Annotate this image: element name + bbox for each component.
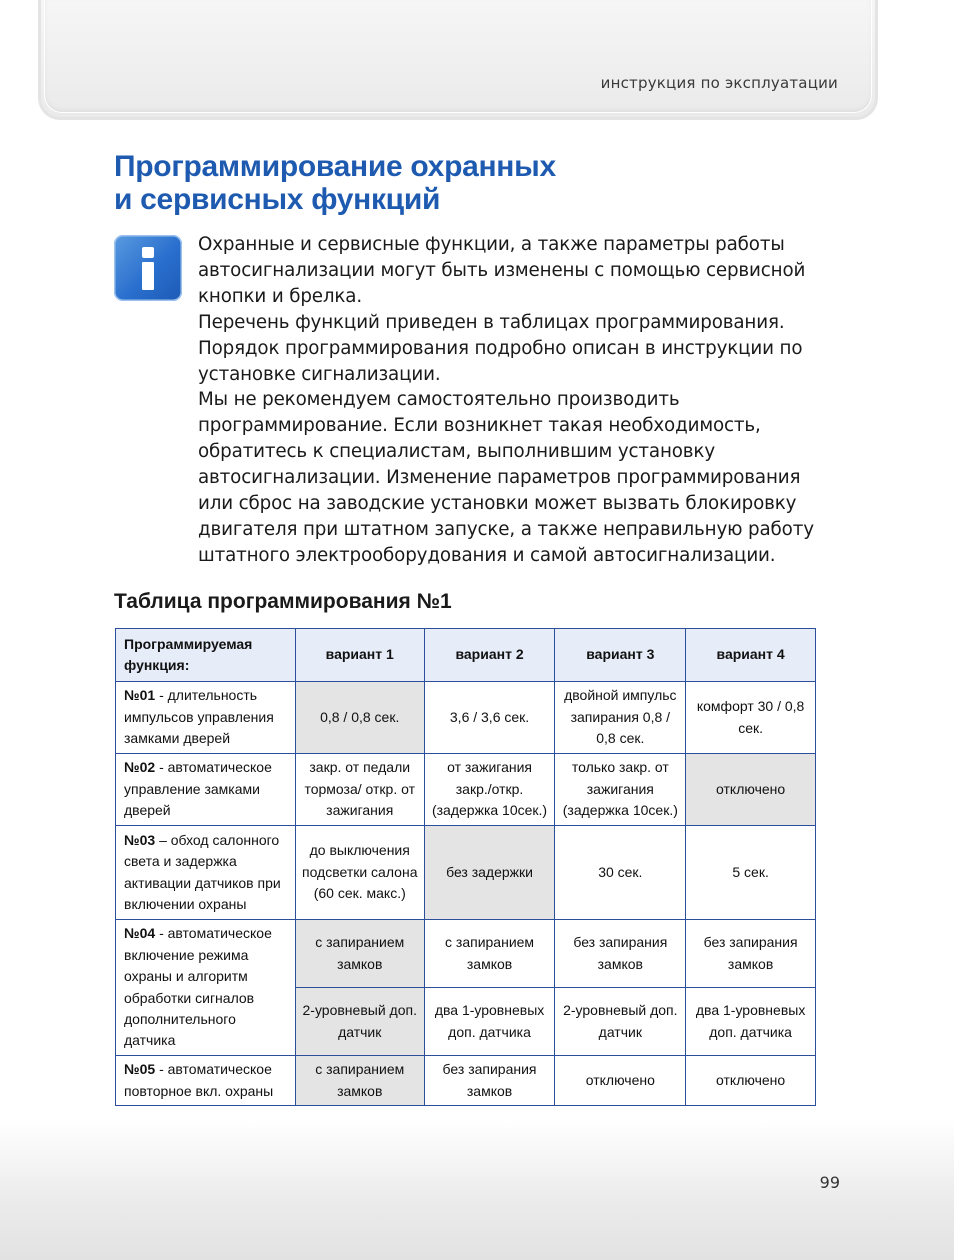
table-row — [116, 754, 816, 826]
value-cell: 30 сек. — [555, 826, 686, 920]
header-function — [116, 629, 296, 682]
intro-paragraph-2: Перечень функций приведен в таблицах программирования. — [198, 311, 785, 333]
function-cell — [116, 1056, 296, 1106]
value-cell: 5 сек. — [686, 826, 816, 920]
info-icon-stem — [142, 262, 154, 290]
footer-band — [0, 1120, 954, 1260]
intro-paragraph-1: Охранные и сервисные функции, а также параметры работы автосигнализации могут быть изменены с помощью сервисной кнопки и брелка. — [198, 234, 806, 307]
value-cell: без запирания замков — [424, 1056, 555, 1106]
value-cell: два 1-уровневых доп. датчика — [424, 988, 555, 1056]
function-desc: - автоматическое включение режима охраны и алгоритм обработки сигналов дополнительного датчика — [124, 925, 272, 1049]
header-variant-3: вариант 3 — [555, 629, 686, 682]
running-header: инструкция по эксплуатации — [600, 74, 838, 92]
function-cell — [116, 826, 296, 920]
value-cell: с запиранием замков — [295, 1056, 424, 1106]
table-row — [116, 682, 816, 754]
value-cell: только закр. от зажигания (задержка 10сек.) — [555, 754, 686, 826]
intro-paragraph-4: Мы не рекомендуем самостоятельно производить программирование. Если возникнет такая необходимость, обратитесь к специалистам, выполнившим установку автосигнализации. Изменение параметров программирования или сброс на заводские установки может вызвать блокировку двигателя при штатном запуске, а также неправильную работу штатного электрооборудования и самой автосигнализации. — [198, 389, 814, 566]
function-code: №03 — [124, 831, 156, 848]
info-icon-dot — [142, 247, 154, 258]
value-cell: комфорт 30 / 0,8 сек. — [686, 682, 816, 754]
page-title-line2: и сервисных функций — [114, 183, 441, 216]
table-title: Таблица программирования №1 — [114, 590, 452, 613]
header-variant-4: вариант 4 — [686, 629, 816, 682]
value-cell: 2-уровневый доп. датчик — [295, 988, 424, 1056]
value-cell: с запиранием замков — [424, 920, 555, 988]
function-cell — [116, 754, 296, 826]
header-variant-2: вариант 2 — [424, 629, 555, 682]
value-cell: закр. от педали тормоза/ откр. от зажигания — [295, 754, 424, 826]
function-desc: - автоматическое управление замками дверей — [124, 759, 272, 819]
table-row — [116, 826, 816, 920]
function-cell — [116, 920, 296, 1056]
function-code: №02 — [124, 759, 156, 776]
value-cell: 3,6 / 3,6 сек. — [424, 682, 555, 754]
function-code: №05 — [124, 1061, 156, 1078]
value-cell: без запирания замков — [686, 920, 816, 988]
intro-paragraph-3: Порядок программирования подробно описан в инструкции по установке сигнализации. — [198, 337, 803, 385]
page-title — [114, 150, 834, 216]
value-cell: двойной импульс запирания 0,8 / 0,8 сек. — [555, 682, 686, 754]
function-desc: - длительность импульсов управления замками дверей — [124, 687, 274, 747]
function-desc: – обход салонного света и задержка активации датчиков при включении охраны — [124, 831, 281, 912]
table-row — [116, 1056, 816, 1106]
value-cell: отключено — [686, 1056, 816, 1106]
function-code: №04 — [124, 925, 156, 942]
value-cell: два 1-уровневых доп. датчика — [686, 988, 816, 1056]
header-frame — [44, 0, 872, 113]
table-row — [116, 920, 816, 988]
value-cell: без задержки — [424, 826, 555, 920]
value-cell: до выключения подсветки салона (60 сек. макс.) — [295, 826, 424, 920]
value-cell: отключено — [555, 1056, 686, 1106]
info-icon — [114, 235, 182, 301]
value-cell: без запирания замков — [555, 920, 686, 988]
page-number: 99 — [819, 1173, 840, 1192]
intro-text — [198, 232, 828, 569]
table-header-row — [116, 629, 816, 682]
programming-table — [115, 628, 816, 1106]
function-code: №01 — [124, 687, 156, 704]
header-variant-1: вариант 1 — [295, 629, 424, 682]
value-cell: 2-уровневый доп. датчик — [555, 988, 686, 1056]
function-desc: - автоматическое повторное вкл. охраны — [124, 1061, 274, 1099]
function-cell — [116, 682, 296, 754]
page-title-line1: Программирование охранных — [114, 150, 556, 183]
value-cell: отключено — [686, 754, 816, 826]
value-cell: с запиранием замков — [295, 920, 424, 988]
header-function-line1: Программируемая — [124, 636, 253, 652]
value-cell: от зажигания закр./откр. (задержка 10сек.) — [424, 754, 555, 826]
value-cell: 0,8 / 0,8 сек. — [295, 682, 424, 754]
header-function-line2: функция: — [124, 657, 190, 673]
